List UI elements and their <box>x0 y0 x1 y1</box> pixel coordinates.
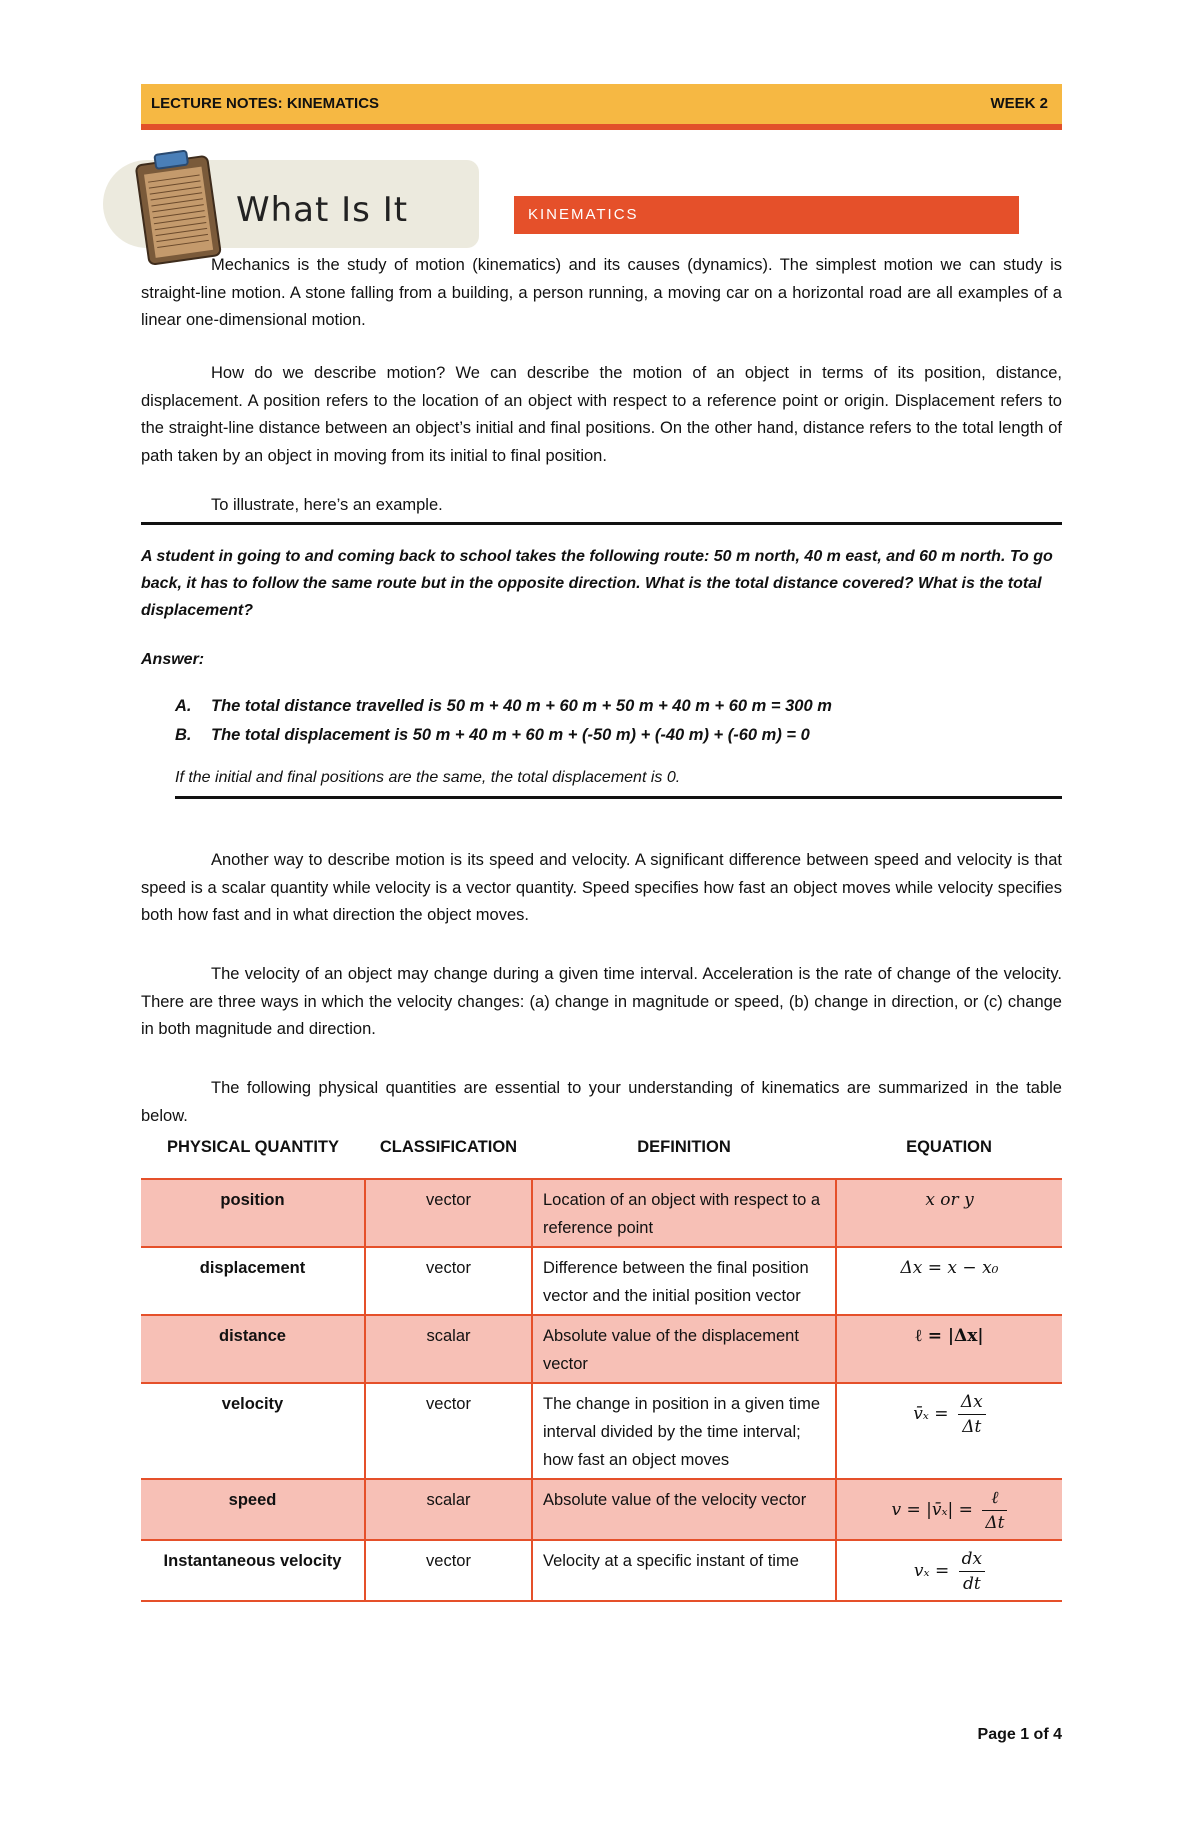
answer-b-letter: B. <box>175 726 192 744</box>
equation-fraction <box>958 1390 986 1439</box>
table-row <box>141 1540 1062 1601</box>
answer-b-text: The total displacement is 50 m + 40 m + 60 m + (-50 m) + (-40 m) + (-60 m) = 0 <box>211 726 810 744</box>
table-row <box>141 1247 1062 1315</box>
paragraph-mechanics: Mechanics is the study of motion (kinematics) and its causes (dynamics). The simplest motion we can study is straight-line motion. A stone falling from a building, a person running, a moving car on a horizontal road are all examples of a linear one-dimensional motion. <box>141 256 1062 329</box>
header-classification: CLASSIFICATION <box>379 1138 518 1156</box>
cell-definition: Absolute value of the velocity vector <box>532 1479 836 1540</box>
cell-equation: Δx = x − x₀ <box>836 1247 1062 1315</box>
cell-definition: Difference between the final position vector and the initial position vector <box>532 1247 836 1315</box>
cell-quantity: Instantaneous velocity <box>141 1540 365 1601</box>
example-bottom-rule <box>175 796 1062 799</box>
paragraph-table-intro: The following physical quantities are essential to your understanding of kinematics are summarized in the table below. <box>141 1079 1062 1125</box>
equation-numerator: ℓ <box>982 1486 1007 1511</box>
quantities-table <box>141 1138 1062 1602</box>
table-row <box>141 1383 1062 1479</box>
table-row <box>141 1315 1062 1383</box>
answer-note: If the initial and final positions are the same, the total displacement is 0. <box>175 769 681 786</box>
cell-definition: The change in position in a given time interval divided by the time interval; how fast an object moves <box>532 1383 836 1479</box>
equation-numerator: Δx <box>958 1390 986 1415</box>
equation-numerator: dx <box>959 1547 985 1572</box>
equation-fraction <box>959 1547 985 1596</box>
kinematics-bar <box>514 196 1019 234</box>
cell-quantity: speed <box>141 1479 365 1540</box>
cell-classification: vector <box>365 1247 532 1315</box>
example-top-rule <box>141 522 1062 525</box>
cell-definition: Velocity at a specific instant of time <box>532 1540 836 1601</box>
cell-definition: Location of an object with respect to a reference point <box>532 1179 836 1247</box>
equation-denominator: Δt <box>962 1417 982 1437</box>
table-row <box>141 1179 1062 1247</box>
answer-a-text: The total distance travelled is 50 m + 40 m + 60 m + 50 m + 40 m + 60 m = 300 m <box>211 697 832 715</box>
cell-classification: vector <box>365 1383 532 1479</box>
cell-quantity: position <box>141 1179 365 1247</box>
answer-label: Answer: <box>141 651 205 668</box>
cell-equation <box>836 1479 1062 1540</box>
answer-a-letter: A. <box>175 697 192 715</box>
clipboard-icon <box>132 150 228 266</box>
header-bar <box>141 84 1062 130</box>
cell-equation <box>836 1383 1062 1479</box>
section-heading: What Is It <box>236 190 409 230</box>
kinematics-label: KINEMATICS <box>528 206 639 223</box>
cell-classification: scalar <box>365 1479 532 1540</box>
cell-equation: ℓ = |Δx| <box>836 1315 1062 1383</box>
equation-lhs: vₓ = <box>913 1561 950 1581</box>
cell-equation: x or y <box>836 1179 1062 1247</box>
cell-classification: vector <box>365 1540 532 1601</box>
header-equation: EQUATION <box>906 1138 992 1156</box>
header-definition: DEFINITION <box>637 1138 731 1156</box>
paragraph-speed-velocity: Another way to describe motion is its speed and velocity. A significant difference between speed and velocity is that speed is a scalar quantity while velocity is a vector quantity. Speed specifies how fast an object moves while velocity specifies both how fast and in what direction the object moves. <box>141 851 1062 924</box>
answer-b <box>175 726 810 745</box>
equation-fraction <box>982 1486 1007 1535</box>
cell-equation <box>836 1540 1062 1601</box>
equation-lhs: v = |v̄ₓ| = <box>891 1500 973 1520</box>
answer-a <box>175 697 832 716</box>
paragraph-describe-motion: How do we describe motion? We can describe the motion of an object in terms of its position, distance, displacement. A position refers to the location of an object with respect to a reference point or origin. Displacement refers to the straight-line distance between an object’s initial and final positions. On the other hand, distance refers to the total length of path taken by an object in moving from its initial to final position. <box>141 364 1062 465</box>
equation-denominator: dt <box>962 1574 981 1594</box>
header-title: LECTURE NOTES: KINEMATICS <box>151 95 380 112</box>
table-header-row <box>141 1138 1062 1179</box>
example-question: A student in going to and coming back to school takes the following route: 50 m north, 40 m east, and 60 m north. To go back, it has to follow the same route but in the opposite direction. What is the total distance covered? What is the total displacement? <box>141 548 1053 619</box>
equation-lhs: v̄ₓ = <box>913 1404 949 1424</box>
header-week: WEEK 2 <box>990 95 1048 112</box>
equation-denominator: Δt <box>985 1513 1005 1533</box>
paragraph-illustrate: To illustrate, here’s an example. <box>211 496 443 514</box>
paragraph-acceleration: The velocity of an object may change during a given time interval. Acceleration is the rate of change of the velocity. There are three ways in which the velocity changes: (a) change in magnitude or speed, (b) change in direction, or (c) change in both magnitude and direction. <box>141 965 1062 1038</box>
page-number: Page 1 of 4 <box>977 1726 1062 1743</box>
cell-quantity: velocity <box>141 1383 365 1479</box>
cell-classification: vector <box>365 1179 532 1247</box>
cell-classification: scalar <box>365 1315 532 1383</box>
table-row <box>141 1479 1062 1540</box>
cell-definition: Absolute value of the displacement vector <box>532 1315 836 1383</box>
cell-quantity: displacement <box>141 1247 365 1315</box>
header-quantity: PHYSICAL QUANTITY <box>166 1138 340 1156</box>
cell-quantity: distance <box>141 1315 365 1383</box>
